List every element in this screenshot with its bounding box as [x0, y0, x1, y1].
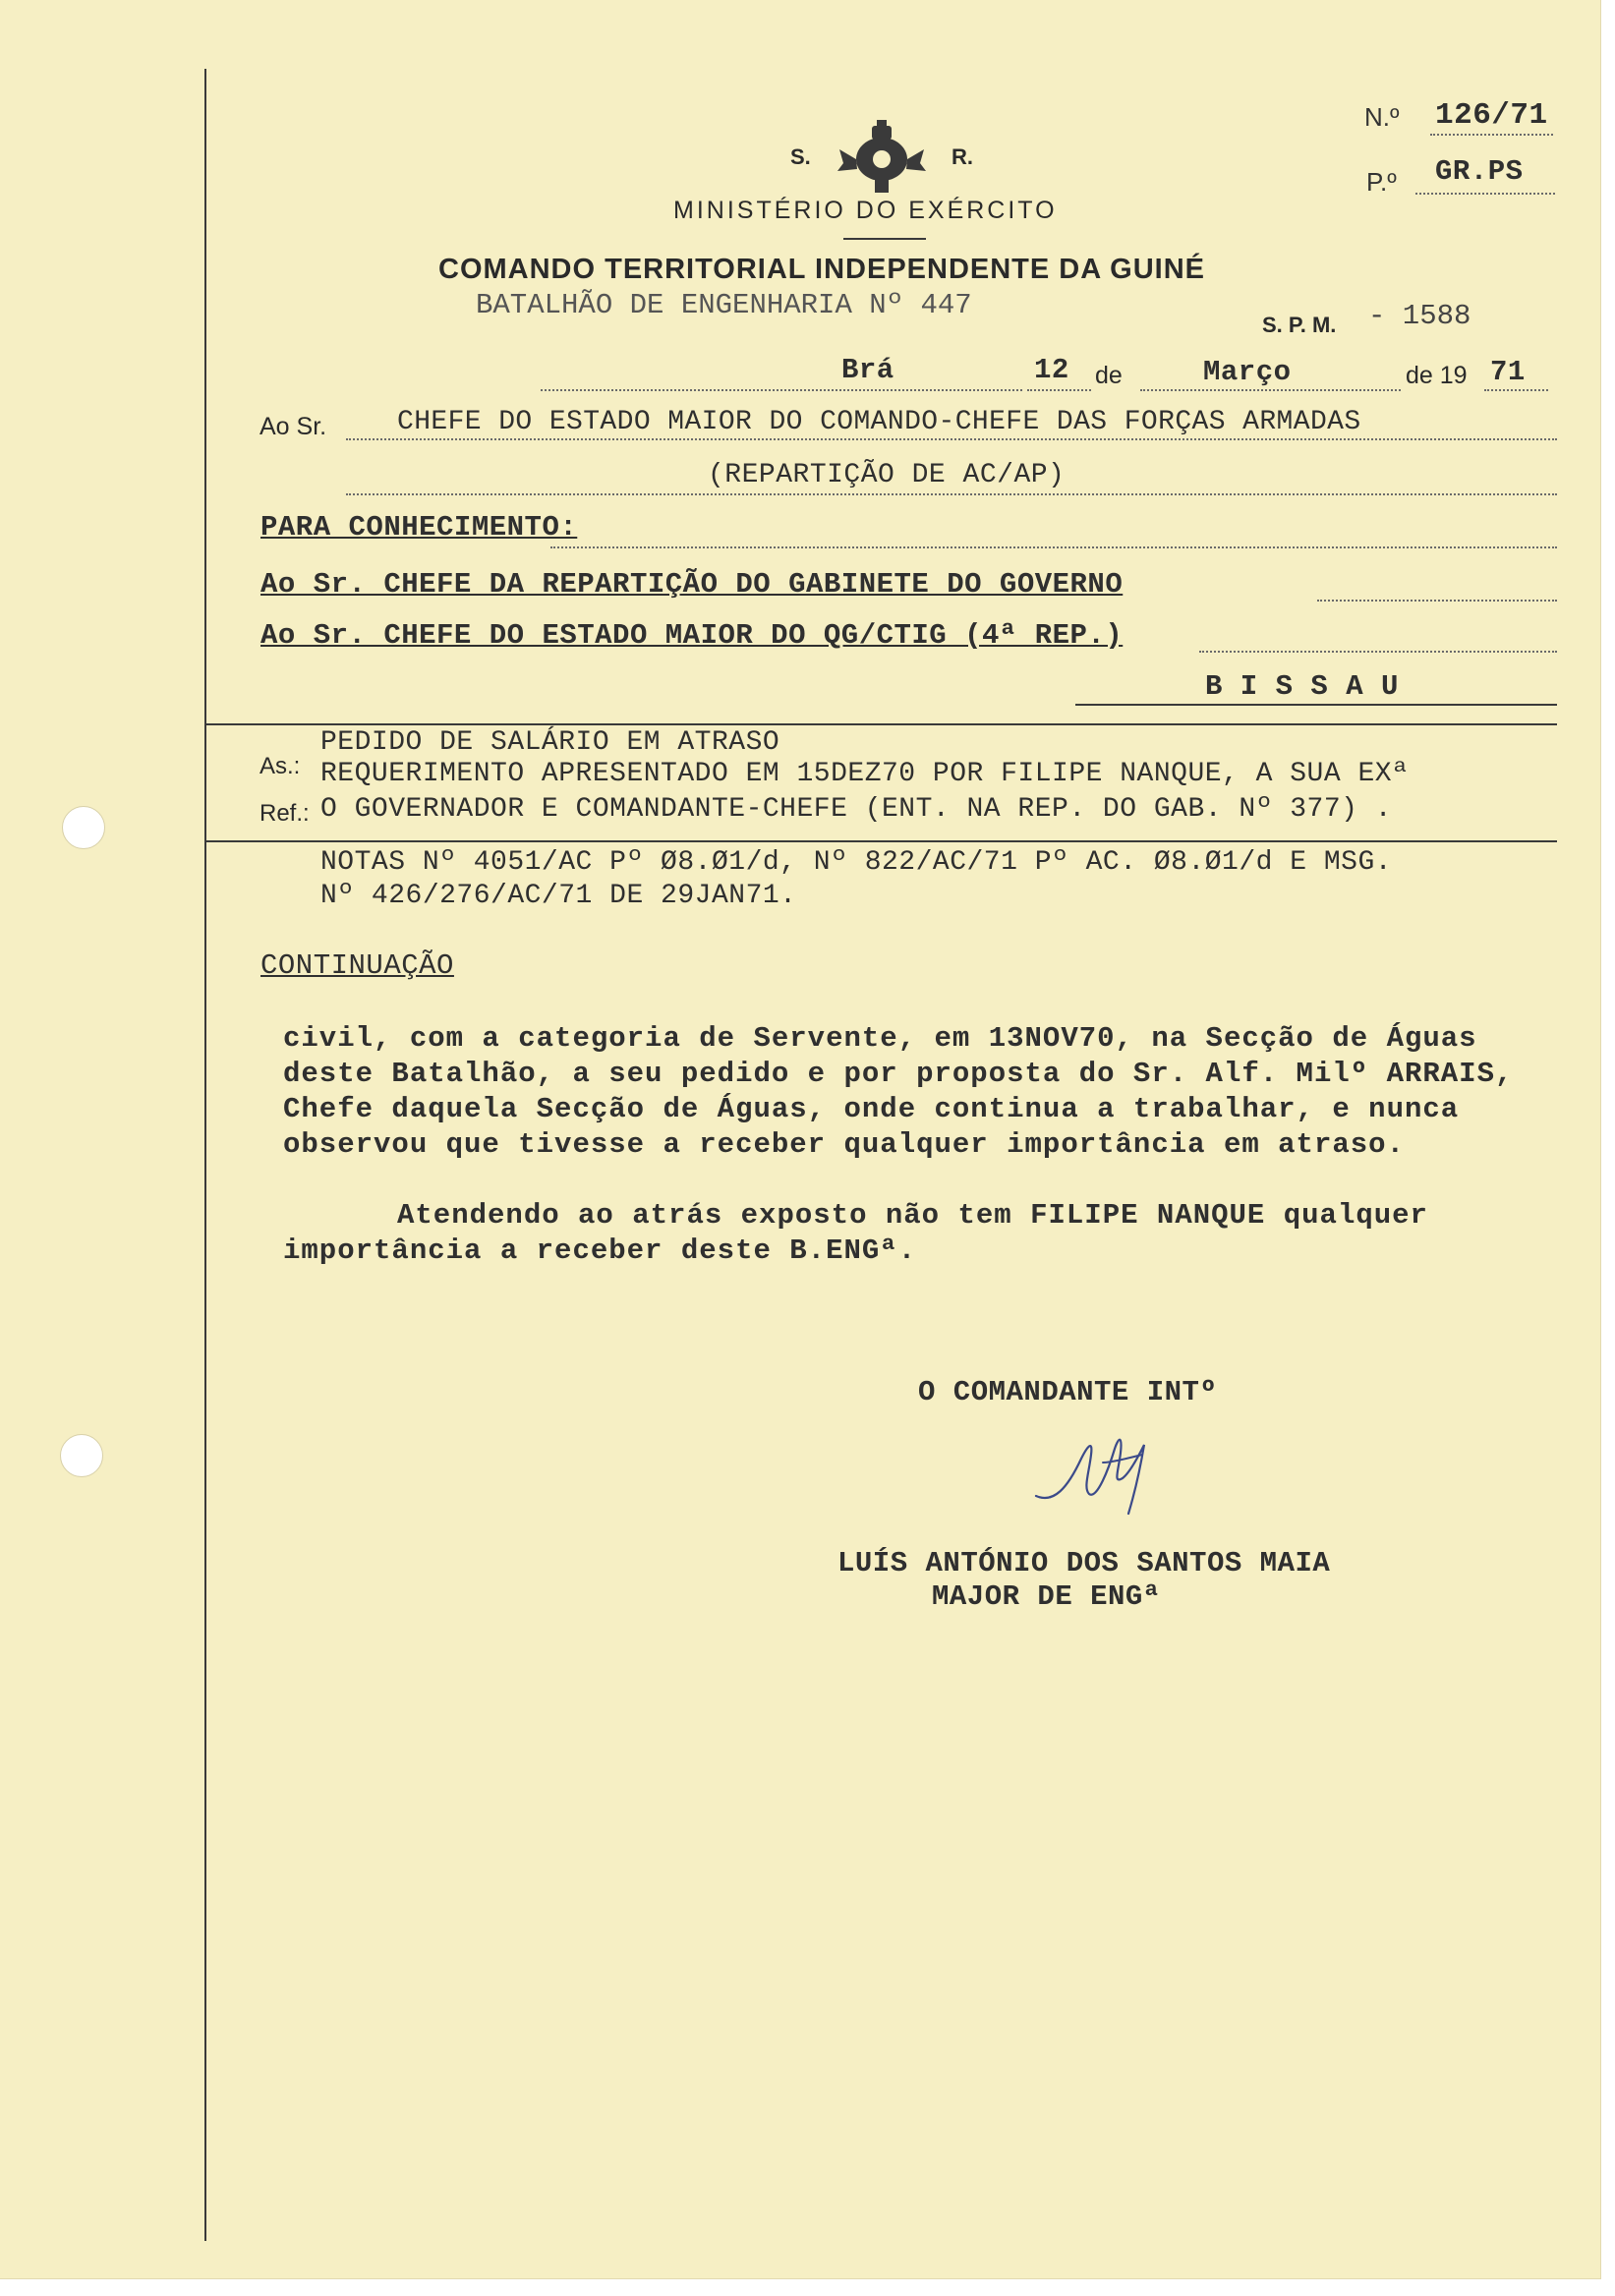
signatory-rank: MAJOR DE ENGª	[932, 1580, 1161, 1613]
process-label: P.º	[1366, 167, 1397, 197]
command-title: COMANDO TERRITORIAL INDEPENDENTE DA GUINÉ	[438, 254, 1206, 285]
addressee-line-2: (REPARTIÇÃO DE AC/AP)	[708, 460, 1066, 490]
subject-line-3: O GOVERNADOR E COMANDANTE-CHEFE (ENT. NA REP. DO GAB. Nº 377) .	[320, 794, 1393, 825]
signature-title: O COMANDANTE INTº	[918, 1376, 1218, 1408]
addressee-dotted-1	[346, 438, 1557, 440]
copy-to-dotted	[550, 546, 1557, 548]
city-underline	[1075, 704, 1557, 706]
process-dotted	[1415, 193, 1555, 195]
subject-line-4: NOTAS Nº 4051/AC Pº Ø8.Ø1/d, Nº 822/AC/71 Pº AC. Ø8.Ø1/d E MSG.	[320, 847, 1393, 878]
coat-of-arms-icon	[836, 120, 928, 195]
number-label: N.º	[1364, 102, 1400, 132]
date-year: 71	[1490, 356, 1526, 388]
punch-hole-top	[62, 806, 105, 849]
signatory-name: LUÍS ANTÓNIO DOS SANTOS MAIA	[837, 1547, 1331, 1579]
spm-value: - 1588	[1368, 300, 1471, 332]
copy-to-heading: PARA CONHECIMENTO:	[260, 511, 578, 544]
date-de-1: de	[1095, 362, 1123, 389]
addressee-dotted-2	[346, 493, 1557, 495]
continuation-heading: CONTINUAÇÃO	[260, 949, 454, 982]
subject-line-1: PEDIDO DE SALÁRIO EM ATRASO	[320, 727, 780, 758]
subject-top-rule	[206, 723, 1557, 725]
date-place: Brá	[841, 354, 894, 386]
date-day: 12	[1034, 354, 1069, 386]
addressee-label: Ao Sr.	[260, 413, 327, 440]
date-de-2: de 19	[1406, 362, 1468, 389]
date-year-dotted	[1484, 389, 1548, 391]
spm-label: S. P. M.	[1262, 313, 1337, 337]
subject-bottom-rule	[206, 840, 1557, 842]
crest-left-letter: S.	[790, 144, 811, 169]
crest-right-letter: R.	[952, 144, 973, 169]
number-dotted	[1430, 134, 1553, 136]
handwritten-signature	[1032, 1419, 1170, 1527]
paragraph-2-line-1: Atendendo ao atrás exposto não tem FILIPE NANQUE qualquer	[397, 1199, 1428, 1232]
paragraph-2-line-2: importância a receber deste B.ENGª.	[283, 1234, 917, 1267]
addressee-line-1: CHEFE DO ESTADO MAIOR DO COMANDO-CHEFE DAS FORÇAS ARMADAS	[397, 407, 1361, 437]
ministry-rule	[843, 238, 926, 240]
paragraph-1-line-2: deste Batalhão, a seu pedido e por proposta do Sr. Alf. Milº ARRAIS,	[283, 1058, 1514, 1090]
date-day-dotted	[1027, 389, 1091, 391]
process-value: GR.PS	[1435, 155, 1524, 188]
date-place-dotted	[541, 389, 1022, 391]
date-month: Março	[1203, 356, 1292, 388]
copy-to-dotted-1	[1317, 600, 1557, 602]
paragraph-1-line-4: observou que tivesse a receber qualquer importância em atraso.	[283, 1128, 1405, 1161]
subject-ref-label: Ref.:	[260, 800, 310, 827]
punch-hole-bottom	[60, 1434, 103, 1477]
number-value: 126/71	[1435, 98, 1548, 133]
date-month-dotted	[1140, 389, 1401, 391]
paragraph-1-line-3: Chefe daquela Secção de Águas, onde continua a trabalhar, e nunca	[283, 1093, 1460, 1125]
battalion-line: BATALHÃO DE ENGENHARIA Nº 447	[476, 289, 972, 321]
margin-line	[204, 69, 206, 2241]
copy-to-dotted-2	[1199, 651, 1557, 653]
subject-line-5: Nº 426/276/AC/71 DE 29JAN71.	[320, 881, 797, 911]
subject-line-2: REQUERIMENTO APRESENTADO EM 15DEZ70 POR FILIPE NANQUE, A SUA EXª	[320, 759, 1410, 789]
copy-to-city: B I S S A U	[1205, 670, 1399, 703]
ministry-title: MINISTÉRIO DO EXÉRCITO	[673, 197, 1058, 224]
paragraph-1-line-1: civil, com a categoria de Servente, em 13NOV70, na Secção de Águas	[283, 1022, 1477, 1055]
subject-as-label: As.:	[260, 753, 301, 779]
copy-to-recipient-2: Ao Sr. CHEFE DO ESTADO MAIOR DO QG/CTIG (4ª REP.)	[260, 619, 1124, 652]
copy-to-recipient-1: Ao Sr. CHEFE DA REPARTIÇÃO DO GABINETE DO GOVERNO	[260, 568, 1124, 601]
